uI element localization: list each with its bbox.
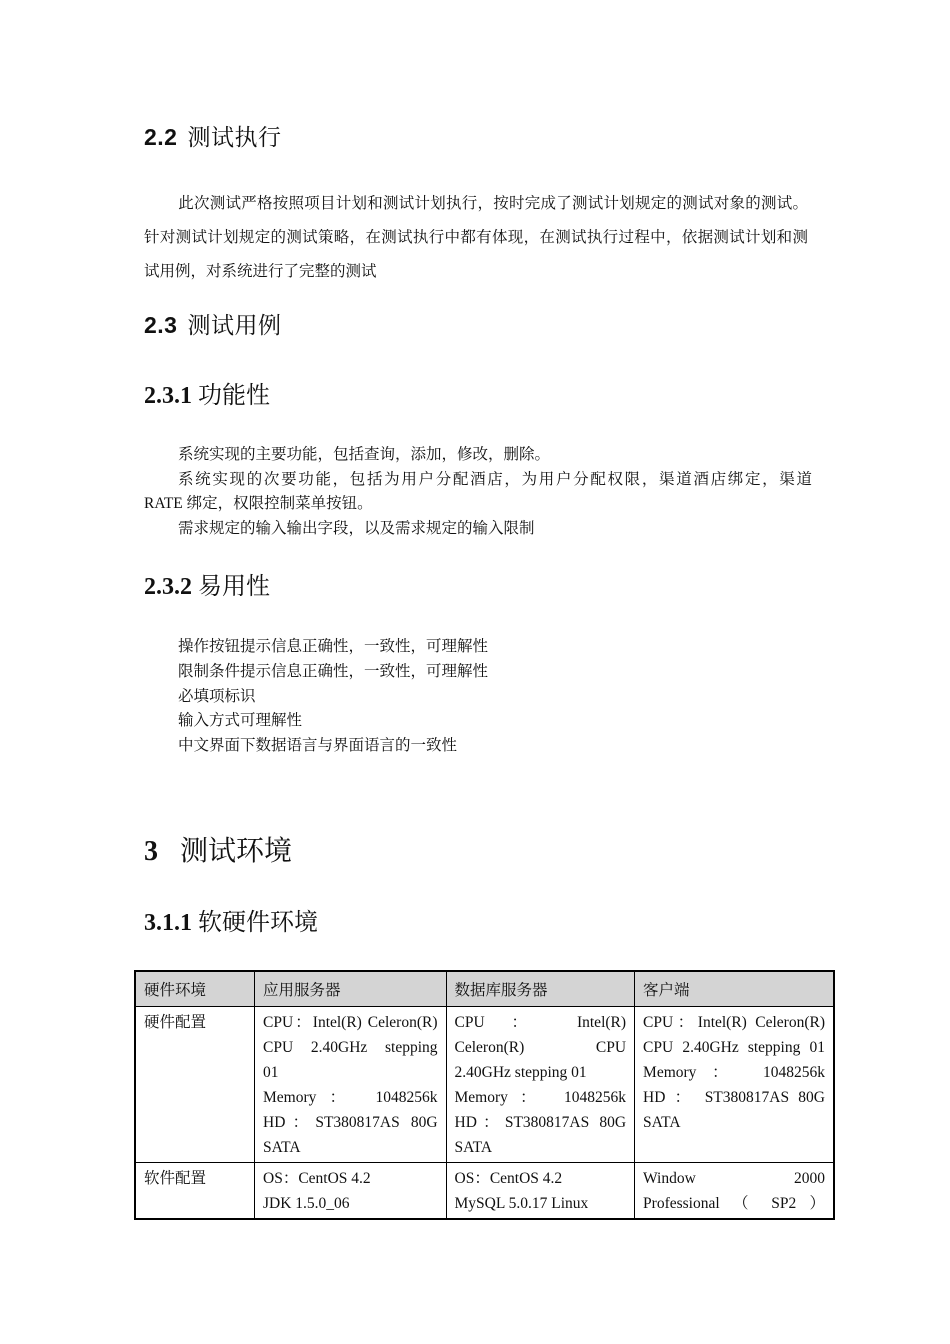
paragraph-text: 此次测试严格按照项目计划和测试计划执行，按时完成了测试计划规定的测试对象的测试。针对测试计划规定的测试策略，在测试执行中都有体现，在测试执行过程中，依据测试计划和测试用例，对系统进行了完整的测试 xyxy=(144,195,808,280)
usability-list xyxy=(178,635,488,759)
usability-item: 限制条件提示信息正确性，一致性，可理解性 xyxy=(178,662,489,680)
heading-number: 2.3.2 xyxy=(144,574,192,600)
header-db-server: 数据库服务器 xyxy=(446,971,635,1007)
cell-line: OS：CentOS 4.2 xyxy=(454,1170,563,1187)
cell-line: OS：CentOS 4.2 xyxy=(263,1170,371,1187)
cell-line: CPU：Intel(R) Celeron(R) xyxy=(263,1014,438,1031)
cell-line: HD：ST380817AS 80G xyxy=(454,1114,627,1131)
heading-2-2 xyxy=(144,119,281,152)
heading-number: 2.3.1 xyxy=(144,383,192,409)
cell-line: Celeron(R) CPU xyxy=(454,1039,627,1056)
table-row-hardware xyxy=(135,1007,834,1163)
functionality-list xyxy=(144,443,812,541)
cell-line: 2.40GHz stepping 01 xyxy=(454,1064,587,1081)
header-client: 客户端 xyxy=(635,971,834,1007)
cell-line: HD：ST380817AS 80G xyxy=(263,1114,438,1131)
usability-item: 操作按钮提示信息正确性，一致性，可理解性 xyxy=(178,638,489,655)
cell-line: SATA xyxy=(454,1139,493,1156)
functionality-line: 系统实现的主要功能，包括查询，添加，修改，删除。 xyxy=(178,446,551,463)
cell-app-hardware xyxy=(255,1007,447,1163)
heading-title: 软硬件环境 xyxy=(198,910,318,936)
cell-line: 01 xyxy=(263,1064,279,1081)
cell-line: CPU：Intel(R) Celeron(R) xyxy=(643,1014,825,1031)
cell-line: CPU ： Intel(R) xyxy=(454,1014,627,1031)
cell-line: SATA xyxy=(263,1139,301,1156)
header-hardware-env: 硬件环境 xyxy=(135,971,255,1007)
cell-line: Memory： 1048256k xyxy=(643,1064,825,1081)
heading-number: 3 xyxy=(144,836,158,867)
header-app-server: 应用服务器 xyxy=(255,971,447,1007)
cell-line: CPU 2.40GHz stepping xyxy=(263,1039,438,1056)
cell-db-software xyxy=(446,1163,635,1220)
row-label: 软件配置 xyxy=(135,1163,255,1220)
heading-number: 2.2 xyxy=(144,124,178,150)
cell-line: MySQL 5.0.17 Linux xyxy=(454,1195,589,1212)
cell-line: Memory： 1048256k xyxy=(263,1089,438,1106)
heading-number: 3.1.1 xyxy=(144,910,192,936)
environment-table xyxy=(134,970,835,1220)
cell-line: Professional （ SP2 ） xyxy=(643,1195,825,1212)
cell-db-hardware xyxy=(446,1007,635,1163)
cell-line: SATA xyxy=(643,1114,681,1131)
heading-3 xyxy=(144,829,292,869)
cell-client-software xyxy=(635,1163,834,1220)
heading-2-3 xyxy=(144,307,281,340)
usability-item: 输入方式可理解性 xyxy=(178,712,303,730)
heading-title: 易用性 xyxy=(198,574,270,600)
heading-title: 测试用例 xyxy=(187,312,282,338)
table-header-row xyxy=(135,971,834,1007)
functionality-line: RATE 绑定，权限控制菜单按钮。 xyxy=(144,495,373,512)
paragraph-test-execution xyxy=(144,187,808,289)
heading-title: 测试环境 xyxy=(180,836,293,867)
cell-client-hardware xyxy=(635,1007,834,1163)
functionality-line: 需求规定的输入输出字段，以及需求规定的输入限制 xyxy=(178,519,535,537)
cell-line: Window 2000 xyxy=(643,1170,825,1187)
heading-2-3-1 xyxy=(144,375,270,410)
heading-3-1-1 xyxy=(144,902,318,937)
heading-2-3-2 xyxy=(144,566,270,601)
cell-line: CPU 2.40GHz stepping 01 xyxy=(643,1039,825,1056)
heading-number: 2.3 xyxy=(144,312,178,338)
row-label: 硬件配置 xyxy=(135,1007,255,1163)
usability-item: 中文界面下数据语言与界面语言的一致性 xyxy=(178,737,458,755)
table-row-software xyxy=(135,1163,834,1220)
cell-line: Memory： 1048256k xyxy=(454,1089,627,1106)
cell-line: JDK 1.5.0_06 xyxy=(263,1195,350,1212)
cell-app-software xyxy=(255,1163,447,1220)
functionality-line: 系统实现的次要功能，包括为用户分配酒店，为用户分配权限，渠道酒店绑定，渠道 xyxy=(178,470,812,488)
heading-title: 测试执行 xyxy=(187,124,282,150)
usability-item: 必填项标识 xyxy=(178,687,256,705)
heading-title: 功能性 xyxy=(198,383,270,409)
cell-line: HD ： ST380817AS 80G xyxy=(643,1089,825,1106)
